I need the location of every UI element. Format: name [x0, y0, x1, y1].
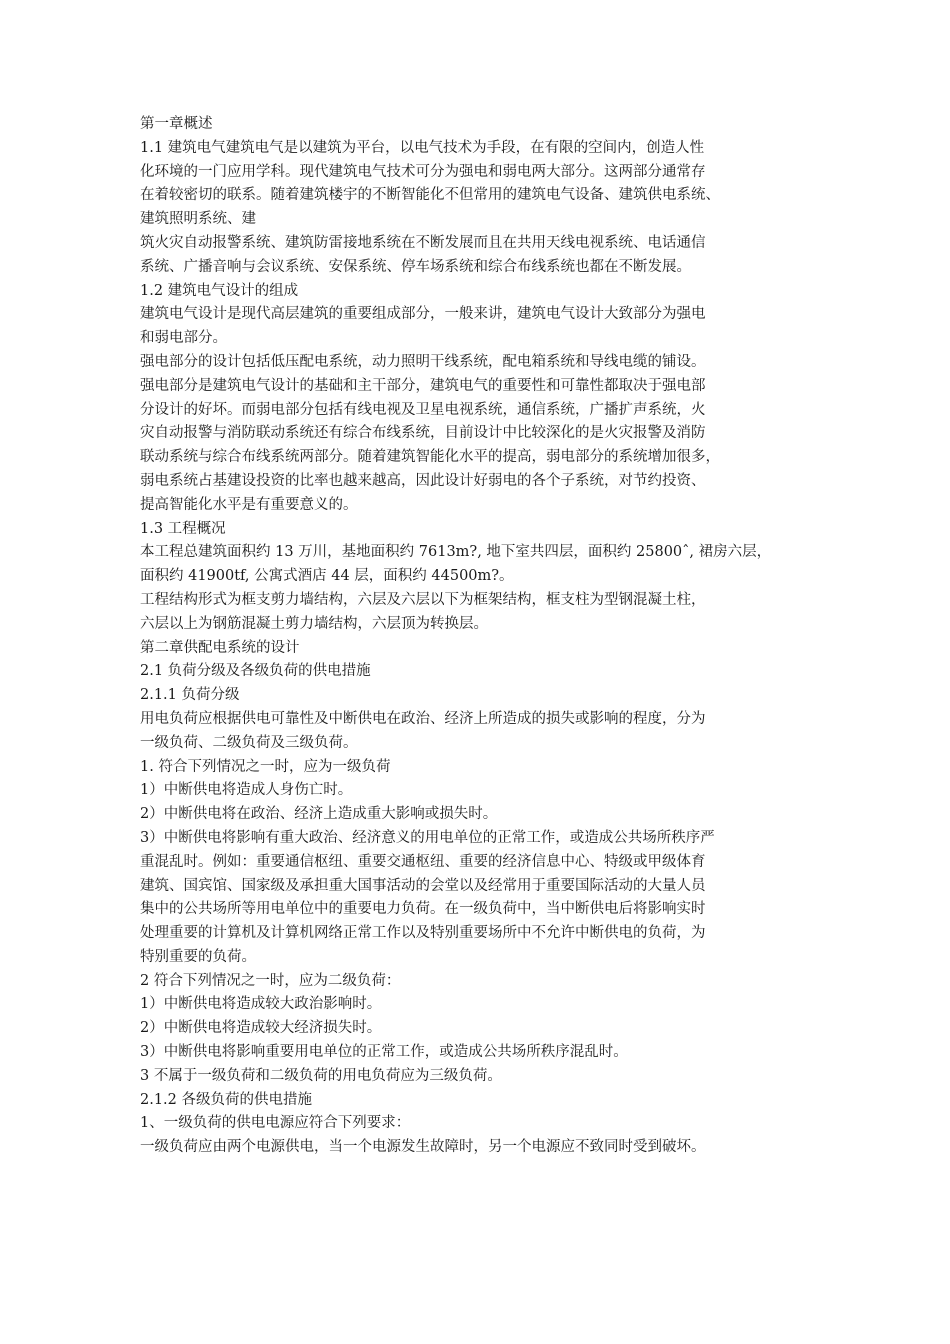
text-line: 面积约 41900tf, 公寓式酒店 44 层，面积约 44500m?。: [140, 568, 514, 585]
text-line: 建筑、国宾馆、国家级及承担重大国事活动的会堂以及经常用于重要国际活动的大量人员: [140, 877, 706, 894]
text-line: 六层以上为钢筋混凝土剪力墙结构，六层顶为转换层。: [140, 615, 488, 632]
text-line: 1）中断供电将造成人身伤亡时。: [140, 782, 353, 799]
text-line: 第一章概述: [140, 116, 213, 132]
text-line: 强电部分是建筑电气设计的基础和主干部分，建筑电气的重要性和可靠性都取决于强电部: [140, 377, 706, 394]
text-line: 处理重要的计算机及计算机网络正常工作以及特别重要场所中不允许中断供电的负荷，为: [140, 925, 706, 942]
text-line: 2.1.2 各级负荷的供电措施: [140, 1091, 313, 1108]
text-line: 2）中断供电将在政治、经济上造成重大影响或损失时。: [140, 806, 498, 823]
text-line: 第二章供配电系统的设计: [140, 639, 300, 656]
text-line: 3）中断供电将影响重要用电单位的正常工作，或造成公共场所秩序混乱时。: [140, 1044, 628, 1061]
text-line: 1.1 建筑电气建筑电气是以建筑为平台，以电气技术为手段，在有限的空间内，创造人性: [140, 139, 705, 156]
text-line: 1、一级负荷的供电电源应符合下列要求：: [140, 1115, 411, 1132]
text-line: 1. 符合下列情况之一时，应为一级负荷: [140, 758, 391, 775]
text-line: 强电部分的设计包括低压配电系统，动力照明干线系统，配电箱系统和导线电缆的铺设。: [140, 353, 706, 370]
text-line: 一级负荷、二级负荷及三级负荷。: [140, 734, 358, 751]
text-line: 建筑电气设计是现代高层建筑的重要组成部分，一般来讲，建筑电气设计大致部分为强电: [140, 306, 706, 323]
text-line: 集中的公共场所等用电单位中的重要电力负荷。在一级负荷中，当中断供电后将影响实时: [140, 901, 706, 918]
text-line: 2）中断供电将造成较大经济损失时。: [140, 1020, 382, 1037]
text-line: 在着较密切的联系。随着建筑楼宇的不断智能化不但常用的建筑电气设备、建筑供电系统、: [140, 187, 720, 204]
text-line: 2.1 负荷分级及各级负荷的供电措施: [140, 663, 371, 680]
text-line: 重混乱时。例如：重要通信枢纽、重要交通枢纽、重要的经济信息中心、特级或甲级体育: [140, 853, 706, 870]
text-line: 建筑照明系统、建: [140, 211, 256, 228]
text-line: 3 不属于一级负荷和二级负荷的用电负荷应为三级负荷。: [140, 1067, 502, 1084]
text-line: 工程结构形式为框支剪力墙结构，六层及六层以下为框架结构，框支柱为型钢混凝土柱，: [140, 591, 706, 608]
text-line: 1.3 工程概况: [140, 520, 226, 537]
text-line: 1.2 建筑电气设计的组成: [140, 282, 299, 299]
text-line: 和弱电部分。: [140, 330, 227, 347]
text-line: 特别重要的负荷。: [140, 948, 256, 965]
document-body: [140, 113, 830, 1160]
text-line: 2 符合下列情况之一时，应为二级负荷：: [140, 972, 401, 989]
text-line: 系统、广播音响与会议系统、安保系统、停车场系统和综合布线系统也都在不断发展。: [140, 258, 691, 275]
text-line: 用电负荷应根据供电可靠性及中断供电在政治、经济上所造成的损失或影响的程度，分为: [140, 710, 706, 727]
text-line: 灾自动报警与消防联动系统还有综合布线系统，目前设计中比较深化的是火灾报警及消防: [140, 425, 706, 442]
text-line: 联动系统与综合布线系统两部分。随着建筑智能化水平的提高，弱电部分的系统增加很多，: [140, 449, 720, 466]
text-line: 1）中断供电将造成较大政治影响时。: [140, 996, 382, 1013]
text-line: 本工程总建筑面积约 13 万川，基地面积约 7613m?, 地下室共四层，面积约 25800ˆ, 裙房六层，: [140, 544, 772, 561]
text-line: 筑火灾自动报警系统、建筑防雷接地系统在不断发展而且在共用天线电视系统、电话通信: [140, 234, 706, 251]
text-line: 提高智能化水平是有重要意义的。: [140, 496, 358, 513]
text-line: 分设计的好坏。而弱电部分包括有线电视及卫星电视系统，通信系统，广播扩声系统，火: [140, 401, 706, 418]
text-line: 一级负荷应由两个电源供电，当一个电源发生故障时，另一个电源应不致同时受到破坏。: [140, 1139, 706, 1156]
text-line: 弱电系统占基建设投资的比率也越来越高，因此设计好弱电的各个子系统，对节约投资、: [140, 472, 706, 489]
text-line: 3）中断供电将影响有重大政治、经济意义的用电单位的正常工作，或造成公共场所秩序严: [140, 829, 715, 846]
text-line: 2.1.1 负荷分级: [140, 687, 240, 704]
text-line: 化环境的一门应用学科。现代建筑电气技术可分为强电和弱电两大部分。这两部分通常存: [140, 163, 706, 180]
